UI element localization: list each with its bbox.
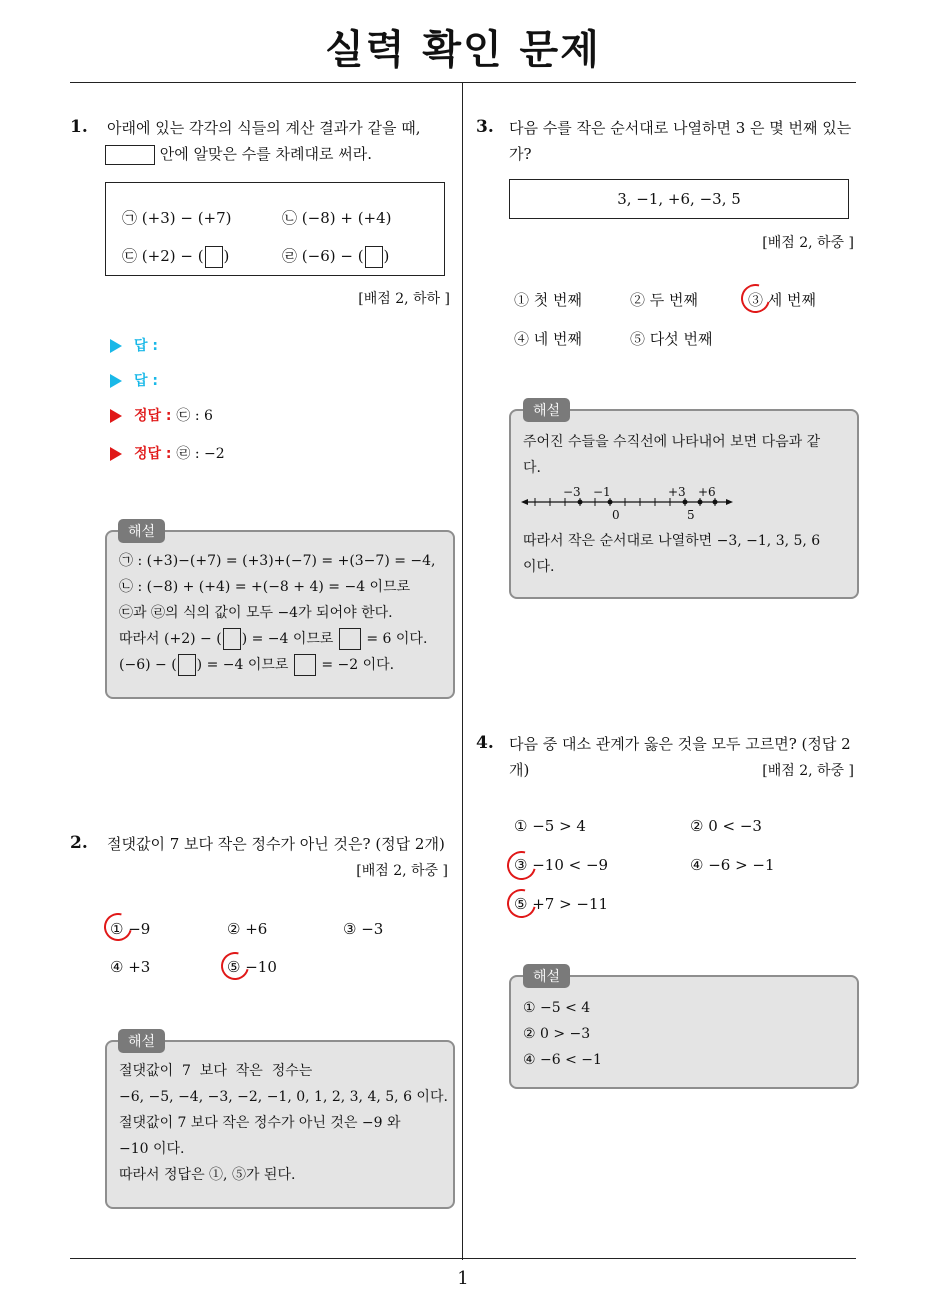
q1-text-line1: 아래에 있는 각각의 식들의 계산 결과가 같을 때, [107, 119, 421, 137]
q1-expr-c-suffix: ) [223, 247, 230, 265]
number-line-point [608, 500, 613, 505]
q1-explanation-tag: 해설 [118, 519, 165, 543]
q4-option-5: ⑤ +7 > −11 [514, 895, 609, 913]
q1-expl-line5-b: ) = −4 이므로 [196, 657, 289, 673]
q1-expr-d [282, 245, 389, 268]
arrow-right-icon [726, 499, 733, 505]
q3-option-1: ① 첫 번째 [514, 291, 583, 309]
q1-explanation-box [105, 530, 455, 699]
q1-expl-line2: ㉡ : (−8) + (+4) = +(−8 + 4) = −4 이므로 [119, 579, 411, 595]
q1-expr-b: ㉡ (−8) + (+4) [282, 209, 392, 227]
q3-explanation-box [509, 409, 859, 599]
q1-blank-box [105, 145, 155, 165]
q4-option-3: ③ −10 < −9 [514, 856, 609, 874]
number-line-point [683, 500, 688, 505]
footer-rule [70, 1258, 856, 1259]
q1-score: [배점 2, 하하 ] [358, 291, 450, 307]
q1-number: 1. [70, 117, 88, 137]
q2-option-4: ④ +3 [110, 958, 151, 976]
q2-option-1: ① −9 [110, 920, 151, 938]
number-line-point [698, 500, 703, 505]
q1-correct-value-2: ㉣ : −2 [176, 446, 225, 462]
arrow-left-icon [521, 499, 528, 505]
q1-expr-c-prefix: ㉢ (+2) − ( [122, 247, 204, 265]
q2-score: [배점 2, 하중 ] [356, 863, 448, 879]
q1-expr-d-box [365, 246, 383, 268]
q2-expl-line2: −6, −5, −4, −3, −2, −1, 0, 1, 2, 3, 4, 5, 6 이다. [119, 1089, 448, 1105]
q4-option-1: ① −5 > 4 [514, 817, 586, 835]
q1-expl-box [223, 628, 241, 650]
q3-option-4: ④ 네 번째 [514, 330, 583, 348]
q4-explanation-box [509, 975, 859, 1089]
q2-number: 2. [70, 833, 88, 853]
q1-expr-d-prefix: ㉣ (−6) − ( [282, 247, 364, 265]
q3-explanation-tag: 해설 [523, 398, 570, 422]
nl-label-zero: 0 [612, 508, 620, 522]
q1-expression-box [105, 182, 445, 276]
triangle-outline-icon [110, 409, 122, 423]
q1-text-line2 [105, 141, 372, 167]
q3-text-line2: 가? [509, 145, 532, 163]
q1-expl-line4-a: 따라서 (+2) − ( [119, 631, 222, 647]
q3-number-box: 3, −1, +6, −3, 5 [509, 179, 849, 219]
triangle-right-icon [110, 339, 122, 353]
q1-expr-d-suffix: ) [383, 247, 390, 265]
q4-expl-line1: ① −5 < 4 [523, 1000, 591, 1016]
q3-option-5: ⑤ 다섯 번째 [630, 330, 713, 348]
q3-expl-line2: 다. [523, 460, 541, 476]
q1-expl-line5-c: = −2 이다. [321, 657, 395, 673]
q1-correct-value-1: ㉢ : 6 [176, 408, 213, 424]
q4-expl-line3: ④ −6 < −1 [523, 1052, 602, 1068]
q4-option-2: ② 0 < −3 [690, 817, 762, 835]
q2-explanation-box [105, 1040, 455, 1209]
q1-expl-line4 [119, 626, 427, 652]
q1-expl-line1: ㉠ : (+3)−(+7) = (+3)+(−7) = +(3−7) = −4, [119, 553, 436, 569]
q2-text: 절댓값이 7 보다 작은 정수가 아닌 것은? (정답 2개) [107, 835, 445, 853]
q1-expl-box [178, 654, 196, 676]
q2-expl-line4: −10 이다. [119, 1141, 185, 1157]
q1-expr-c-box [205, 246, 223, 268]
q3-number: 3. [476, 117, 494, 137]
q1-correct-1 [110, 405, 213, 425]
page-number: 1 [457, 1268, 469, 1289]
header-rule [70, 82, 856, 83]
q4-explanation-tag: 해설 [523, 964, 570, 988]
q3-expl-line1: 주어진 수들을 수직선에 나타내어 보면 다음과 같 [523, 434, 821, 450]
q2-expl-line5: 따라서 정답은 ①, ⑤가 된다. [119, 1167, 296, 1183]
q1-expl-line5-a: (−6) − ( [119, 657, 177, 673]
q1-expl-line4-c: = 6 이다. [366, 631, 428, 647]
nl-label-neg3: −3 [563, 485, 581, 499]
q3-expl-line3: 따라서 작은 순서대로 나열하면 −3, −1, 3, 5, 6 [523, 533, 821, 549]
q1-text-line2-suffix: 안에 알맞은 수를 차례대로 써라. [159, 145, 372, 163]
number-line-point [578, 500, 583, 505]
nl-label-pos6: +6 [698, 485, 716, 499]
triangle-right-icon [110, 374, 122, 388]
q1-expl-line4-b: ) = −4 이므로 [241, 631, 334, 647]
q3-text-line1: 다음 수를 작은 순서대로 나열하면 3 은 몇 번째 있는 [509, 119, 852, 137]
q2-mark-circle-icon [216, 947, 254, 985]
q4-text-line2: 개) [509, 761, 530, 779]
q2-expl-line1: 절댓값이 7 보다 작은 정수는 [119, 1063, 313, 1079]
q3-option-3: ③ 세 번째 [748, 291, 817, 309]
q2-mark-circle-icon [99, 908, 137, 946]
page-title: 실력 확인 문제 [325, 27, 601, 73]
q4-mark-circle-icon [502, 884, 542, 924]
q4-option-4: ④ −6 > −1 [690, 856, 775, 874]
number-line-point [713, 500, 718, 505]
q4-mark-circle-icon [502, 846, 542, 886]
q4-expl-line2: ② 0 > −3 [523, 1026, 591, 1042]
q1-answer-2 [110, 370, 158, 390]
q3-expl-line4: 이다. [523, 559, 555, 575]
nl-label-neg1: −1 [593, 485, 611, 499]
q2-option-5: ⑤ −10 [227, 958, 277, 976]
q3-mark-circle-icon [736, 279, 776, 319]
q2-option-2: ② +6 [227, 920, 268, 938]
q1-expr-a: ㉠ (+3) − (+7) [122, 209, 232, 227]
q1-expl-box [339, 628, 361, 650]
q2-expl-line3: 절댓값이 7 보다 작은 정수가 아닌 것은 −9 와 [119, 1115, 401, 1131]
q1-correct-2 [110, 443, 225, 463]
q1-expl-box [294, 654, 316, 676]
q3-option-2: ② 두 번째 [630, 291, 699, 309]
nl-label-five: 5 [687, 508, 695, 522]
nl-label-pos3: +3 [668, 485, 686, 499]
q1-correct-label-1: 정답 : [134, 408, 172, 424]
q2-option-3: ③ −3 [343, 920, 384, 938]
triangle-outline-icon [110, 447, 122, 461]
q1-answer-1 [110, 335, 158, 355]
q4-text-line1: 다음 중 대소 관계가 옳은 것을 모두 고르면? (정답 2 [509, 735, 851, 753]
q1-correct-label-2: 정답 : [134, 446, 172, 462]
q4-score: [배점 2, 하중 ] [762, 763, 854, 779]
q1-expr-c [122, 245, 229, 268]
q3-score: [배점 2, 하중 ] [762, 235, 854, 251]
q1-answer-label-1: 답 : [134, 338, 158, 354]
q1-answer-label-2: 답 : [134, 373, 158, 389]
q1-expl-line3: ㉢과 ㉣의 식의 값이 모두 −4가 되어야 한다. [119, 605, 393, 621]
column-divider [462, 83, 463, 1260]
q4-number: 4. [476, 733, 494, 753]
q1-expl-line5 [119, 652, 394, 678]
q2-explanation-tag: 해설 [118, 1029, 165, 1053]
